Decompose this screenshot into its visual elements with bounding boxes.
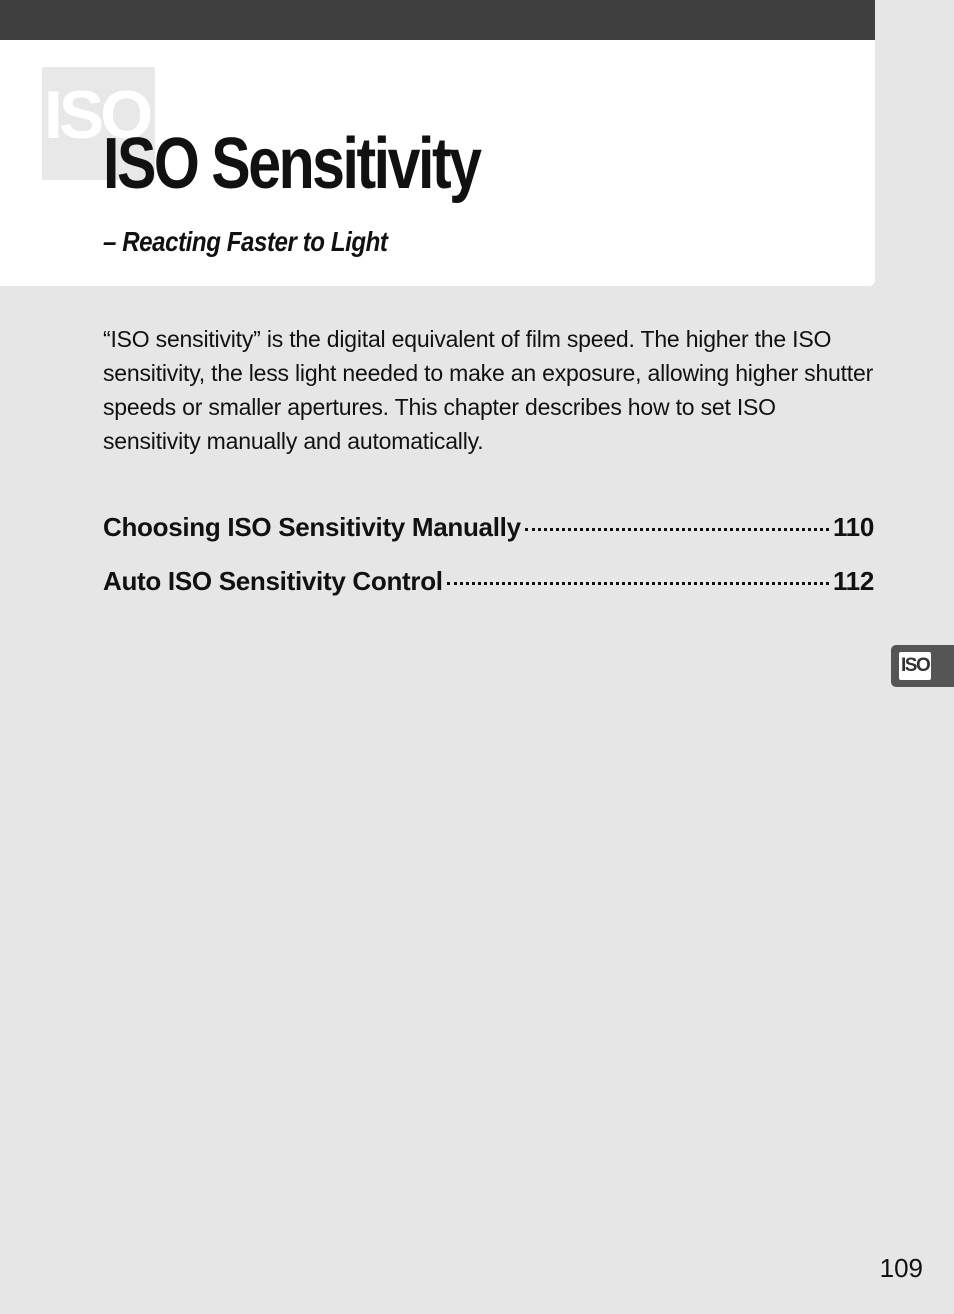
- iso-tab-icon: [899, 652, 931, 680]
- chapter-side-tab[interactable]: [891, 645, 954, 687]
- iso-badge-text: ISO: [44, 77, 150, 153]
- toc-leader-dots: [447, 582, 829, 585]
- side-tab-label: ISO: [901, 655, 930, 676]
- toc-entry-page: 112: [832, 566, 874, 596]
- toc-entry-auto-iso-control[interactable]: [103, 566, 874, 620]
- table-of-contents: [103, 512, 874, 620]
- toc-entry-page: 110: [832, 512, 874, 542]
- chapter-title: ISO Sensitivity: [103, 124, 480, 204]
- chapter-subtitle: – Reacting Faster to Light: [103, 226, 388, 257]
- toc-entry-title: Auto ISO Sensitivity Control: [103, 566, 443, 596]
- toc-entry-title: Choosing ISO Sensitivity Manually: [103, 512, 521, 542]
- toc-leader-dots: [525, 528, 829, 531]
- intro-paragraph: “ISO sensitivity” is the digital equivalent of film speed. The higher the ISO sensitivity, the less light needed to make an exposure, allowing higher shutter speeds or smaller apertures. This chapter describes how to set ISO sensitivity manually and automatically.: [103, 326, 874, 454]
- page-number: 109: [879, 1253, 923, 1283]
- toc-entry-choosing-iso-manually[interactable]: [103, 512, 874, 566]
- top-bar: [0, 0, 875, 40]
